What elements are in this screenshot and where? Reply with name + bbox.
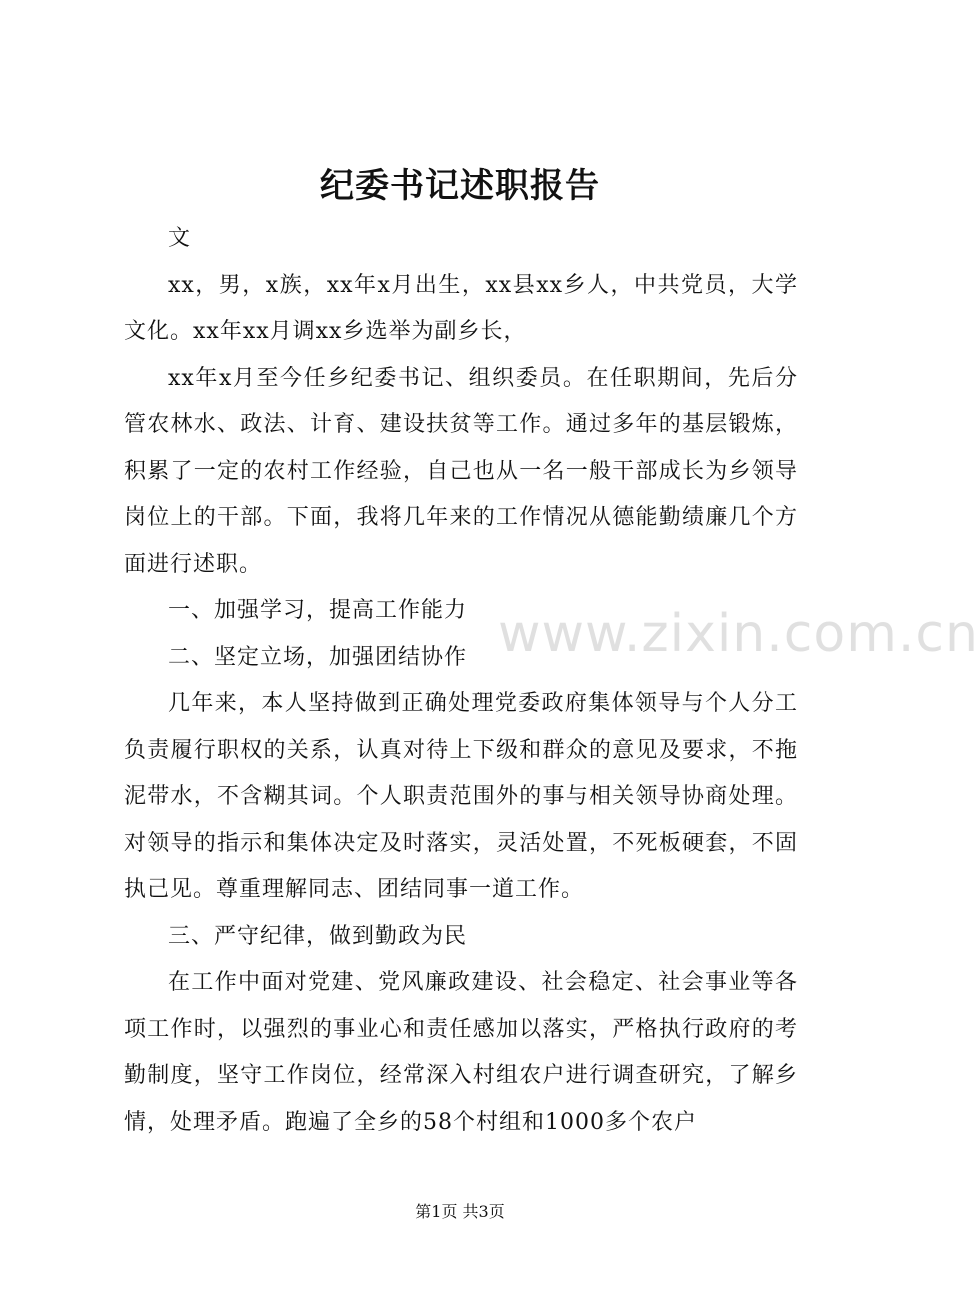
document-body bbox=[124, 216, 798, 1146]
paragraph-position: xx年x月至今任乡纪委书记、组织委员。在任职期间，先后分管农林水、政法、计育、建设扶贫等工作。通过多年的基层锻炼，积累了一定的农村工作经验，自己也从一名一般干部成长为乡领导岗位上的干部。下面，我将几年来的工作情况从德能勤绩廉几个方面进行述职。 bbox=[124, 365, 798, 577]
paragraph-author: 文 bbox=[168, 226, 192, 251]
paragraph-profile: xx，男，x族，xx年x月出生，xx县xx乡人，中共党员，大学文化。xx年xx月调xx乡选举为副乡长， bbox=[124, 272, 798, 344]
paragraph-teamwork: 几年来，本人坚持做到正确处理党委政府集体领导与个人分工负责履行职权的关系，认真对待上下级和群众的意见及要求，不拖泥带水，不含糊其词。个人职责范围外的事与相关领导协商处理。对领导的指示和集体决定及时落实，灵活处置，不死板硬套，不固执己见。尊重理解同志、团结同事一道工作。 bbox=[124, 691, 798, 902]
section-heading-3: 三、严守纪律，做到勤政为民 bbox=[168, 923, 468, 949]
section-heading-1: 一、加强学习，提高工作能力 bbox=[168, 598, 468, 623]
page-footer: 第1页 共3页 bbox=[415, 1202, 505, 1221]
watermark: www.zixin.com.cn bbox=[498, 604, 979, 664]
section-heading-2: 二、坚定立场，加强团结协作 bbox=[168, 644, 468, 670]
document-title: 纪委书记述职报告 bbox=[320, 166, 600, 206]
paragraph-discipline: 在工作中面对党建、党风廉政建设、社会稳定、社会事业等各项工作时，以强烈的事业心和责任感加以落实，严格执行政府的考勤制度，坚守工作岗位，经常深入村组农户进行调查研究，了解乡情，处理矛盾。跑遍了全乡的58个村组和1000多个农户 bbox=[124, 970, 798, 1135]
